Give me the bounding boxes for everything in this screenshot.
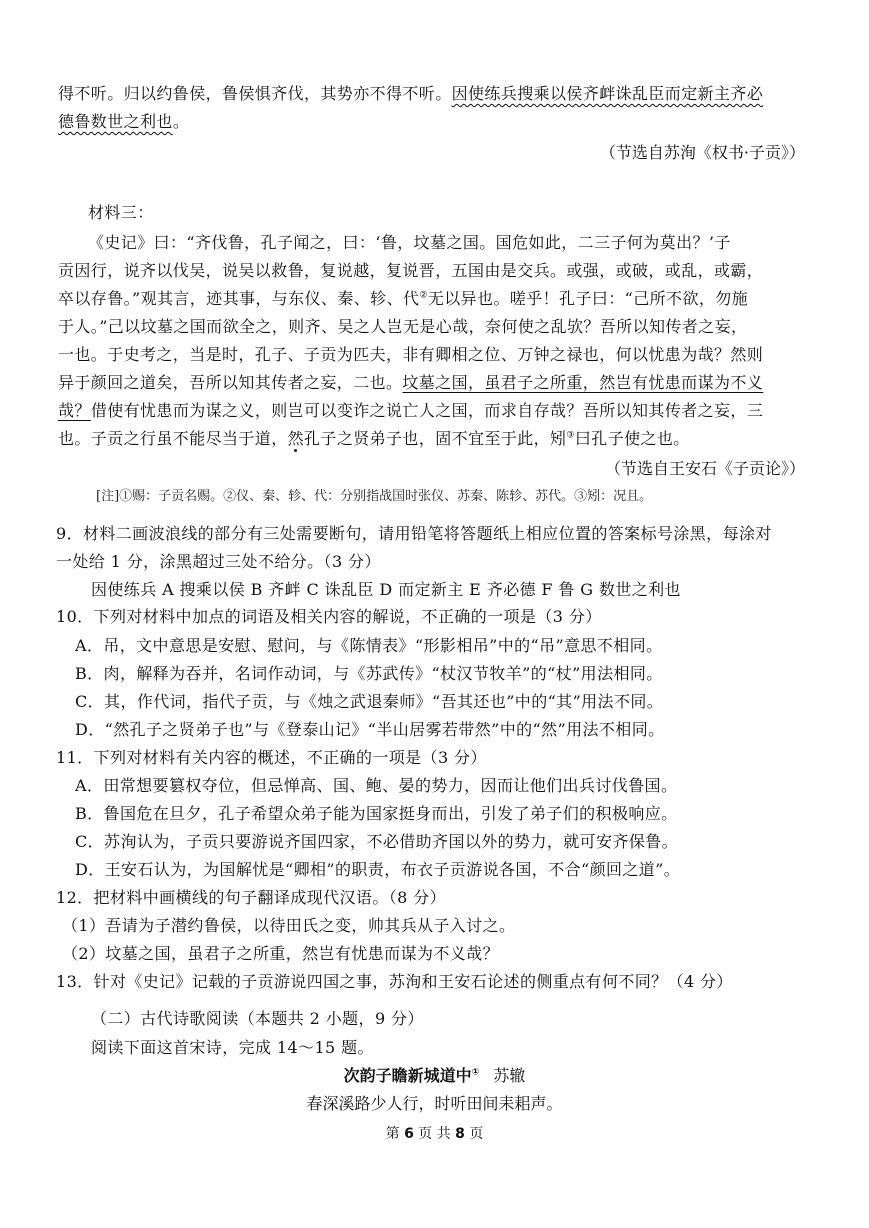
question-9-options: 因使练兵 A 搜乘以侯 B 齐衅 C 诛乱臣 D 而定新主 E 齐必德 F 鲁 G 数世之利也 <box>91 580 681 599</box>
question-11-option-a: A．田常想要篡权夺位，但忌惮高、国、鲍、晏的势力，因而让他们出兵讨伐鲁国。 <box>75 776 678 795</box>
material3-text: 也。子贡之行虽不能尽当于道， <box>58 429 288 448</box>
current-page-number: 6 <box>404 1126 414 1142</box>
dotted-word: 然 <box>287 429 305 448</box>
question-12-stem: 12．把材料中画横线的句子翻译成现代汉语。（8 分） <box>56 888 447 907</box>
question-11-option-c: C．苏洵认为，子贡只要游说齐国四家，不必借助齐国以外的势力，就可安齐保鲁。 <box>75 832 679 851</box>
material3-line-7 <box>58 399 763 423</box>
question-12-sentence-2: （2）坟墓之国，虽君子之所重，然岂有忧患而谋为不义哉？ <box>62 944 499 963</box>
footer-text: 页 共 <box>418 1126 451 1142</box>
question-10-stem: 10．下列对材料中加点的词语及相关内容的解说，不正确的一项是（3 分） <box>56 607 602 626</box>
section-2-intro: 阅读下面这首宋诗，完成 14～15 题。 <box>91 1038 374 1057</box>
material3-text: 异于颜回之道矣，吾所以知其传者之妄，二也。 <box>58 373 403 392</box>
poem-title-text: 次韵子瞻新城道中 <box>343 1066 472 1085</box>
material3-text: 孔子之贤弟子也，固不宜至于此，矧 <box>304 429 567 448</box>
poem-author: 苏辙 <box>493 1066 526 1085</box>
question-10-option-d: D．“然孔子之贤弟子也”与《登泰山记》“半山居雾若带然”中的“然”用法不相同。 <box>75 720 665 739</box>
question-9-line-2: 一处给 1 分，涂黑超过三处不给分。（3 分） <box>56 552 381 571</box>
footnote-marker: ③ <box>566 430 575 441</box>
material2-text: 。 <box>172 112 190 131</box>
total-page-number: 8 <box>455 1126 465 1142</box>
question-11-option-d: D．王安石认为，为国解忧是“卿相”的职责，布衣子贡游说各国，不合“颜回之道”。 <box>75 860 681 879</box>
question-10-option-b: B．肉，解释为吞并，名词作动词，与《苏武传》“杖汉节牧羊”的“杖”用法相同。 <box>75 664 663 683</box>
footer-text: 第 <box>385 1126 400 1142</box>
question-11-option-b: B．鲁国危在旦夕，孔子希望众弟子能为国家挺身而出，引发了弟子们的积极响应。 <box>75 804 678 823</box>
footer-text: 页 <box>469 1126 484 1142</box>
material3-text: 卒以存鲁。”观其言，迹其事，与东仪、秦、轸、代 <box>58 289 420 308</box>
material3-line-4: 于人。”己以坟墓之国而欲全之，则齐、吴之人岂无是心哉，奈何使之乱欤？吾所以知传者之妄， <box>58 317 748 336</box>
question-11-stem: 11．下列对材料有关内容的概述，不正确的一项是（3 分） <box>56 748 487 767</box>
footnote-marker: ② <box>419 290 428 301</box>
material2-line-1 <box>58 82 763 106</box>
material2-line-2 <box>58 110 189 134</box>
material3-text: 曰孔子使之也。 <box>574 429 690 448</box>
material3-heading: 材料三： <box>88 203 154 222</box>
material2-source: （节选自苏洵《权书·子贡》） <box>599 143 805 162</box>
question-12-sentence-1: （1）吾请为子潜约鲁侯，以待田氏之变，帅其兵从子入讨之。 <box>62 916 516 935</box>
material3-line-5: 一也。于史考之，当是时，孔子、子贡为匹夫，非有卿相之位、万钟之禄也，何以忧患为哉？然则 <box>58 345 764 364</box>
wavy-underlined-text: 德鲁数世之利也 <box>58 112 173 131</box>
material3-text: 借使有忧患而为谋之义，则岂可以变诈之说亡人之国，而求自存哉？吾所以知其传者之妄，三 <box>90 401 764 420</box>
material2-text: 得不听。归以约鲁侯，鲁侯惧齐伐，其势亦不得不听。 <box>58 84 452 103</box>
underlined-sentence: 哉？ <box>58 401 91 420</box>
material3-line-8 <box>58 427 690 451</box>
material3-line-2: 贡因行，说齐以伐吴，说吴以救鲁，复说越，复说晋，五国由是交兵。或强，或破，或乱，或霸， <box>58 261 764 280</box>
material3-text: 无以异也。嗟乎！孔子曰：“己所不欲，勿施 <box>427 289 749 308</box>
question-10-option-a: A．吊，文中意思是安慰、慰问，与《陈情表》“形影相吊”中的“吊”意思不相同。 <box>75 636 663 655</box>
question-13-stem: 13．针对《史记》记载的子贡游说四国之事，苏洵和王安石论述的侧重点有何不同？（4 分） <box>56 972 733 991</box>
page-footer <box>0 1124 869 1144</box>
section-2-heading: （二）古代诗歌阅读（本题共 2 小题，9 分） <box>91 1009 424 1028</box>
material3-source: （节选自王安石《子贡论》） <box>604 459 805 478</box>
poem-line-1: 春深溪路少人行，时听田间耒耜声。 <box>306 1094 563 1113</box>
material3-line-6 <box>58 371 763 395</box>
material3-line-3 <box>58 287 748 311</box>
question-9-line-1: 9．材料二画波浪线的部分有三处需要断句，请用铅笔将答题纸上相应位置的答案标号涂黑，每涂对 <box>56 524 772 543</box>
material3-note: [注]①赐：子贡名赐。②仪、秦、轸、代：分别指战国时张仪、苏秦、陈轸、苏代。③矧：况且。 <box>96 489 653 504</box>
footnote-marker: ① <box>471 1067 480 1078</box>
wavy-underlined-text: 因使练兵搜乘以侯齐衅诛乱臣而定新主齐必 <box>451 84 764 103</box>
material3-line-1: 《史记》曰：“齐伐鲁，孔子闻之，曰：‘鲁，坟墓之国。国危如此，二三子何为莫出？’子 <box>88 233 731 252</box>
underlined-sentence: 坟墓之国，虽君子之所重，然岂有忧患而谋为不义 <box>402 373 764 392</box>
question-10-option-c: C．其，作代词，指代子贡，与《烛之武退秦师》“吾其还也”中的“其”用法不同。 <box>75 692 664 711</box>
poem-title <box>0 1064 869 1088</box>
